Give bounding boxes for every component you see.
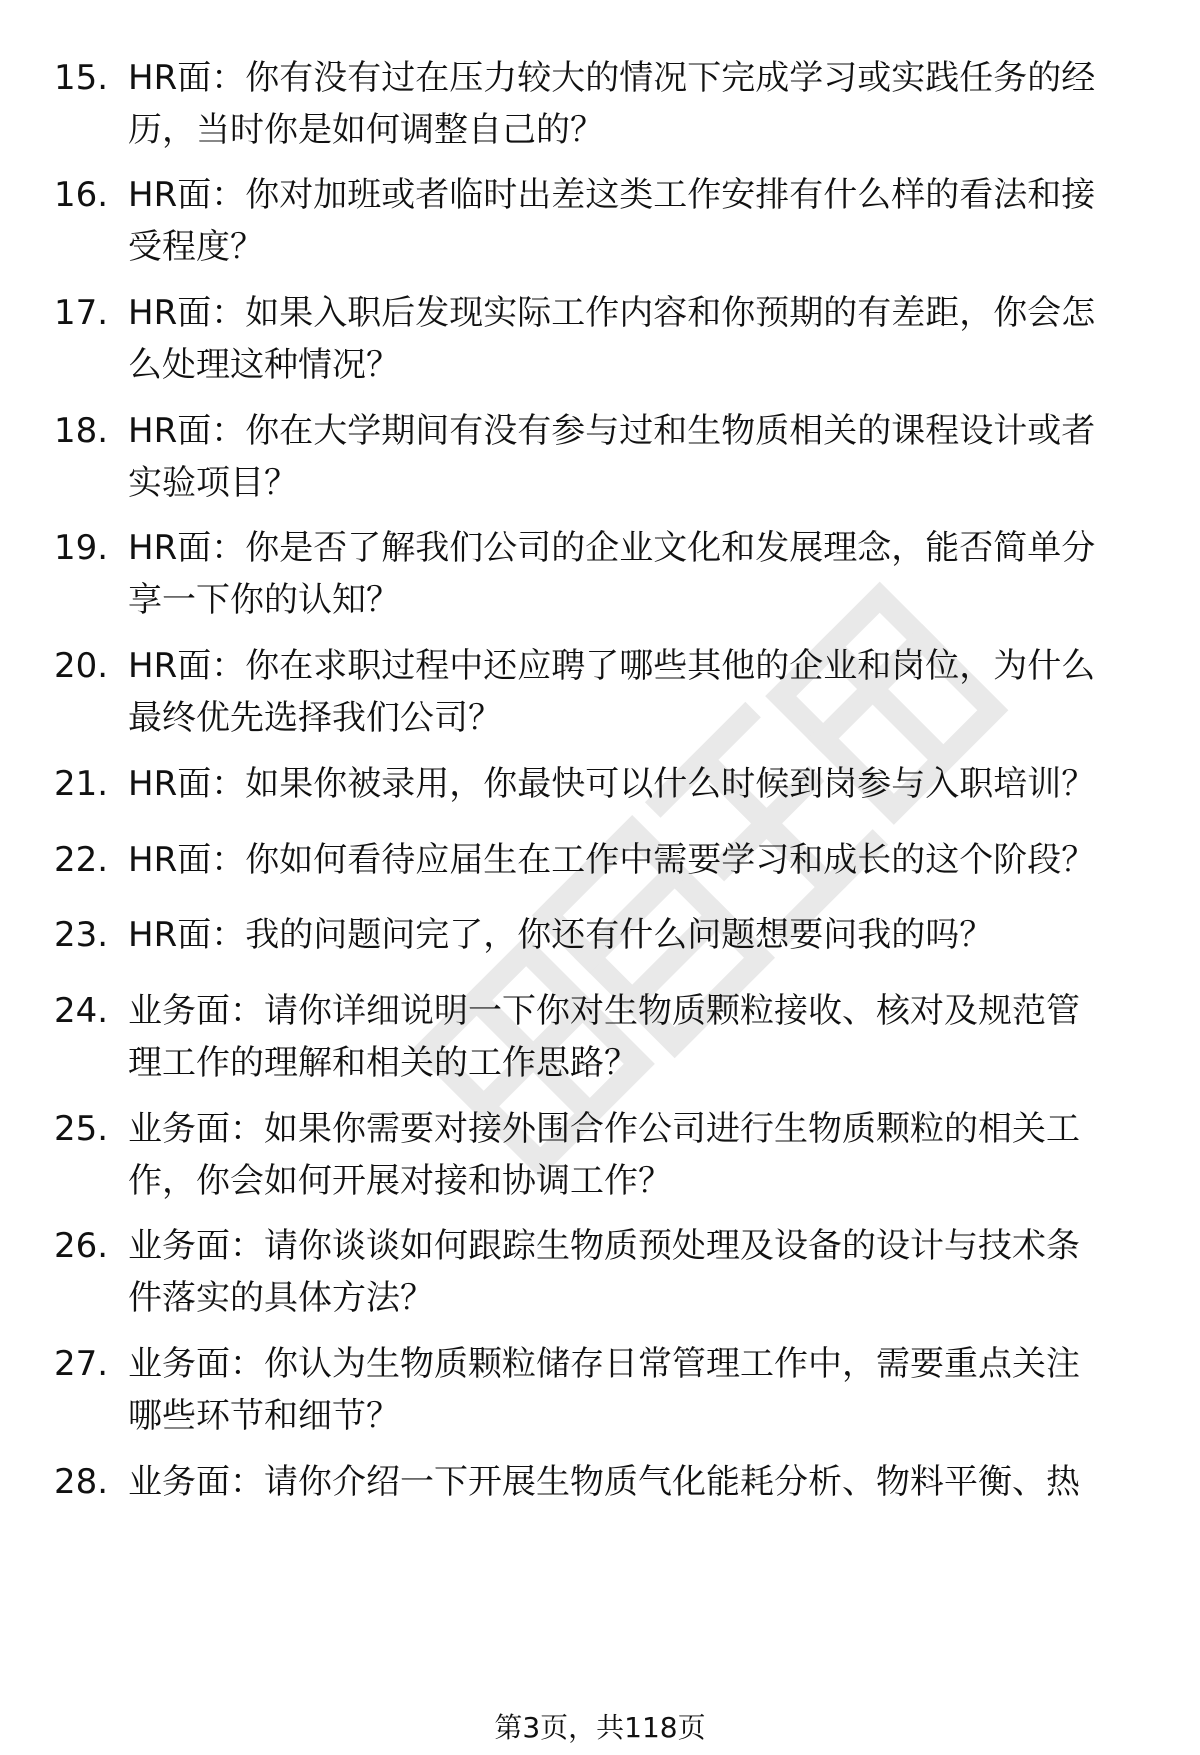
question-text: HR面：你对加班或者临时出差这类工作安排有什么样的看法和接 — [128, 175, 1096, 215]
page-number-label: 第3页，共118页 — [494, 1711, 706, 1744]
question-text-continued: 最终优先选择我们公司？ — [128, 698, 502, 738]
question-number: 25. — [54, 1109, 109, 1149]
question-text-continued: 作，你会如何开展对接和协调工作？ — [128, 1161, 672, 1201]
question-text: HR面：我的问题问完了，你还有什么问题想要问我的吗？ — [128, 915, 994, 955]
question-text: HR面：你如何看待应届生在工作中需要学习和成长的这个阶段？ — [128, 840, 1096, 880]
question-number: 19. — [54, 528, 109, 568]
question-text-continued: 享一下你的认知？ — [128, 580, 400, 620]
question-number: 21. — [54, 764, 109, 804]
question-text-continued: 理工作的理解和相关的工作思路？ — [128, 1043, 638, 1083]
question-number: 28. — [54, 1462, 109, 1502]
question-number: 18. — [54, 411, 109, 451]
question-text: HR面：如果入职后发现实际工作内容和你预期的有差距，你会怎 — [128, 293, 1096, 333]
question-number: 16. — [54, 175, 109, 215]
page-footer — [0, 1708, 1200, 1748]
question-text: HR面：你有没有过在压力较大的情况下完成学习或实践任务的经 — [128, 58, 1096, 98]
question-text: HR面：你在求职过程中还应聘了哪些其他的企业和岗位，为什么 — [128, 646, 1096, 686]
question-number: 15. — [54, 58, 109, 98]
question-number: 23. — [54, 915, 109, 955]
question-text-continued: 哪些环节和细节？ — [128, 1396, 400, 1436]
question-text: HR面：你在大学期间有没有参与过和生物质相关的课程设计或者 — [128, 411, 1096, 451]
question-text: 业务面：你认为生物质颗粒储存日常管理工作中，需要重点关注 — [128, 1344, 1080, 1384]
question-number: 17. — [54, 293, 109, 333]
question-number: 27. — [54, 1344, 109, 1384]
question-text-continued: 受程度？ — [128, 227, 264, 267]
question-number: 20. — [54, 646, 109, 686]
question-number: 24. — [54, 991, 109, 1031]
question-number: 26. — [54, 1226, 109, 1266]
question-text: 业务面：如果你需要对接外围合作公司进行生物质颗粒的相关工 — [128, 1109, 1080, 1149]
question-text-continued: 历，当时你是如何调整自己的？ — [128, 110, 604, 150]
question-text: HR面：如果你被录用，你最快可以什么时候到岗参与入职培训？ — [128, 764, 1096, 804]
question-text-continued: 实验项目？ — [128, 463, 298, 503]
question-text: 业务面：请你谈谈如何跟踪生物质预处理及设备的设计与技术条 — [128, 1226, 1080, 1266]
question-text: 业务面：请你介绍一下开展生物质气化能耗分析、物料平衡、热 — [128, 1462, 1080, 1502]
question-text-continued: 么处理这种情况？ — [128, 345, 400, 385]
question-number: 22. — [54, 840, 109, 880]
question-text: HR面：你是否了解我们公司的企业文化和发展理念，能否简单分 — [128, 528, 1096, 568]
question-text: 业务面：请你详细说明一下你对生物质颗粒接收、核对及规范管 — [128, 991, 1080, 1031]
question-text-continued: 件落实的具体方法？ — [128, 1278, 434, 1318]
